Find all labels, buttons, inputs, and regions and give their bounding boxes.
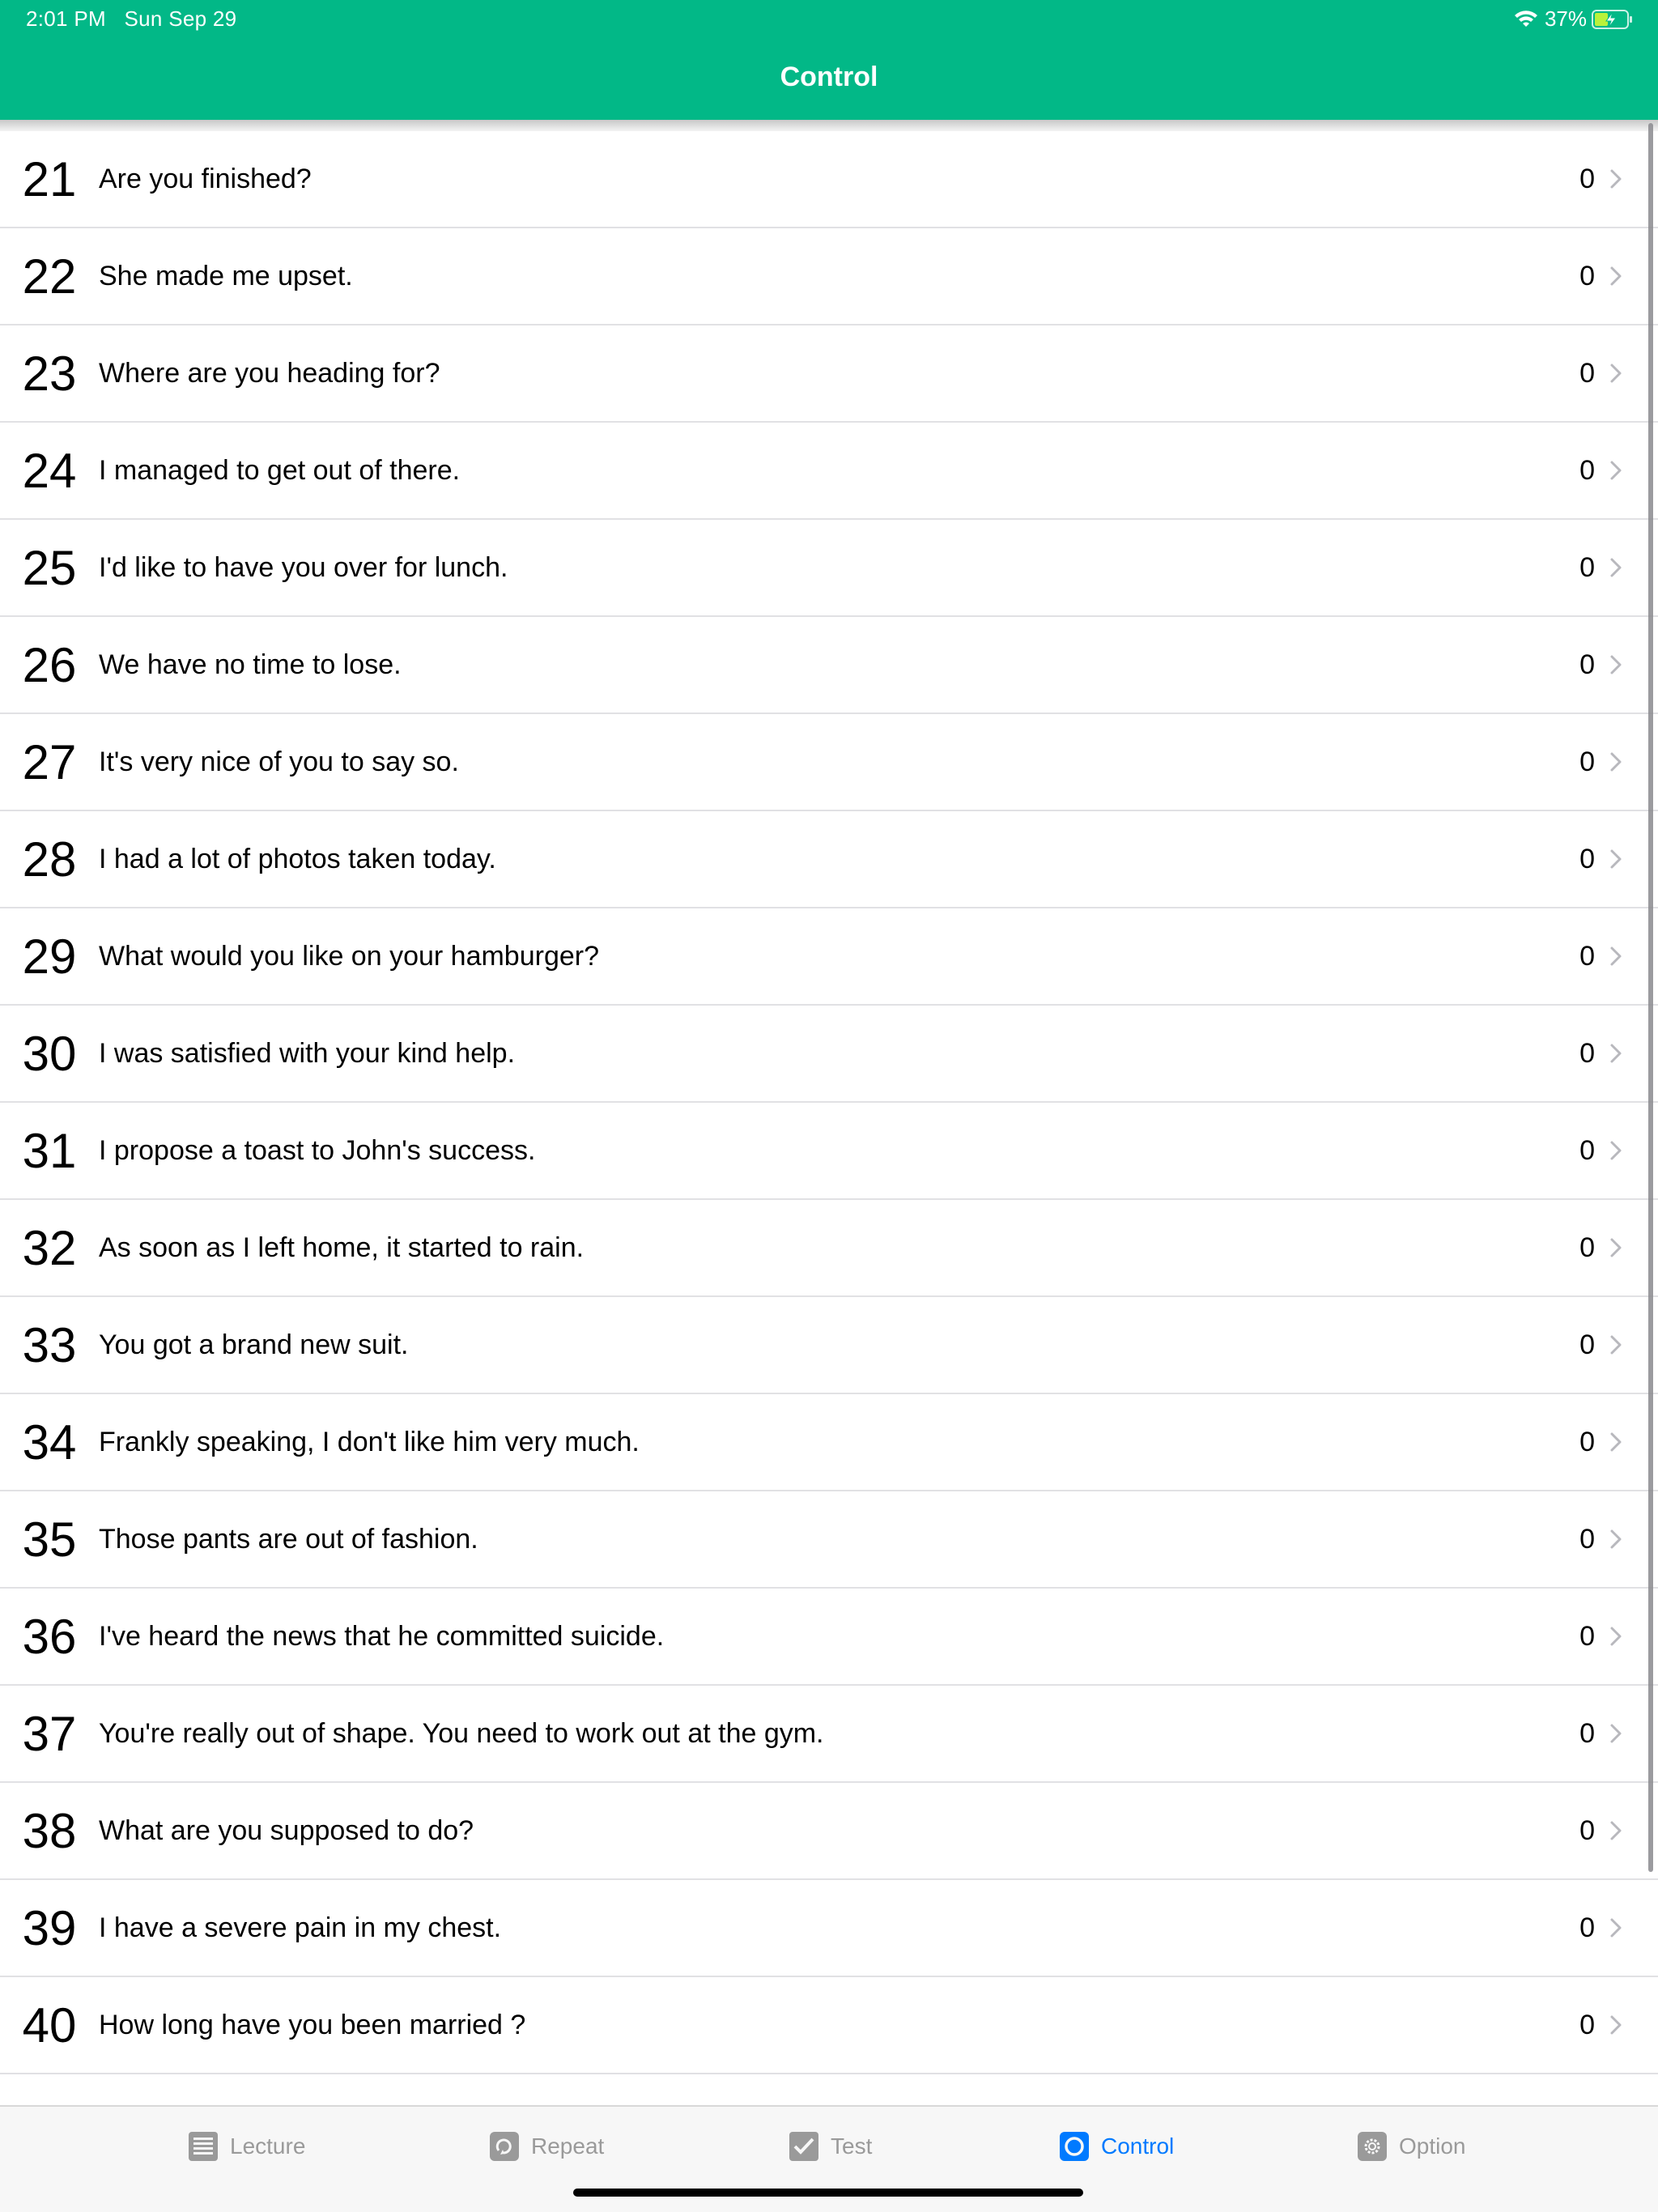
item-number: 39	[22, 1900, 77, 1955]
item-phrase: I propose a toast to John's success.	[99, 1134, 536, 1166]
chevron-right-icon	[1609, 848, 1622, 870]
list-item[interactable]	[0, 131, 1658, 228]
item-count: 0	[1579, 551, 1595, 583]
item-phrase: How long have you been married ?	[99, 2009, 526, 2040]
tab-lecture-label: Lecture	[230, 2133, 306, 2159]
item-number: 25	[22, 540, 77, 595]
tab-test-label: Test	[831, 2133, 873, 2159]
list-item[interactable]	[0, 1297, 1658, 1394]
list-item[interactable]	[0, 908, 1658, 1006]
item-number: 38	[22, 1803, 77, 1858]
page-title: Control	[780, 62, 878, 92]
list-item[interactable]	[0, 228, 1658, 325]
item-number: 24	[22, 443, 77, 498]
gear-icon	[1357, 2131, 1388, 2162]
chevron-right-icon	[1609, 1916, 1622, 1939]
list-item[interactable]	[0, 1200, 1658, 1297]
chevron-right-icon	[1609, 1431, 1622, 1453]
list-item[interactable]	[0, 1103, 1658, 1200]
item-count: 0	[1579, 1717, 1595, 1749]
status-time-date	[26, 6, 236, 32]
item-count: 0	[1579, 1329, 1595, 1360]
item-count: 0	[1579, 260, 1595, 291]
header-shadow	[0, 120, 1658, 131]
checkmark-icon	[789, 2131, 819, 2162]
chevron-right-icon	[1609, 2014, 1622, 2036]
repeat-icon	[489, 2131, 520, 2162]
item-count: 0	[1579, 454, 1595, 486]
chevron-right-icon	[1609, 362, 1622, 385]
item-count: 0	[1579, 2009, 1595, 2040]
item-phrase: I had a lot of photos taken today.	[99, 843, 496, 874]
list-item[interactable]	[0, 520, 1658, 617]
item-count: 0	[1579, 1231, 1595, 1263]
chevron-right-icon	[1609, 1236, 1622, 1259]
item-number: 21	[22, 151, 77, 206]
item-phrase: I was satisfied with your kind help.	[99, 1037, 516, 1069]
list-item[interactable]	[0, 811, 1658, 908]
item-phrase: Those pants are out of fashion.	[99, 1523, 478, 1555]
battery-percentage: 37%	[1544, 6, 1587, 31]
tab-option[interactable]	[1357, 2131, 1466, 2162]
chevron-right-icon	[1609, 1625, 1622, 1648]
chevron-right-icon	[1609, 945, 1622, 968]
item-phrase: Are you finished?	[99, 163, 312, 194]
list-item[interactable]	[0, 1880, 1658, 1977]
tab-test[interactable]	[789, 2131, 872, 2162]
tab-control[interactable]	[1059, 2131, 1174, 2162]
item-count: 0	[1579, 1426, 1595, 1457]
list-item[interactable]	[0, 1006, 1658, 1103]
item-number: 22	[22, 249, 77, 304]
status-indicators	[1514, 6, 1634, 32]
item-phrase: She made me upset.	[99, 260, 353, 291]
list-item[interactable]	[0, 1394, 1658, 1491]
item-phrase: You got a brand new suit.	[99, 1329, 409, 1360]
item-phrase: Frankly speaking, I don't like him very much.	[99, 1426, 640, 1457]
phrase-list[interactable]	[0, 131, 1658, 2074]
item-phrase: It's very nice of you to say so.	[99, 746, 459, 777]
status-time: 2:01 PM	[26, 6, 106, 31]
item-number: 31	[22, 1123, 77, 1178]
chevron-right-icon	[1609, 1528, 1622, 1551]
item-count: 0	[1579, 746, 1595, 777]
item-count: 0	[1579, 163, 1595, 194]
item-phrase: I managed to get out of there.	[99, 454, 461, 486]
item-phrase: Where are you heading for?	[99, 357, 440, 389]
list-icon	[188, 2131, 219, 2162]
chevron-right-icon	[1609, 751, 1622, 773]
chevron-right-icon	[1609, 653, 1622, 676]
item-phrase: What would you like on your hamburger?	[99, 940, 599, 972]
list-item[interactable]	[0, 1686, 1658, 1783]
item-count: 0	[1579, 843, 1595, 874]
item-number: 26	[22, 637, 77, 692]
item-number: 23	[22, 346, 77, 401]
item-count: 0	[1579, 1037, 1595, 1069]
item-phrase: As soon as I left home, it started to rain.	[99, 1231, 585, 1263]
battery-charging-icon	[1592, 9, 1634, 30]
item-number: 27	[22, 734, 77, 789]
item-number: 36	[22, 1609, 77, 1664]
item-phrase: You're really out of shape. You need to work out at the gym.	[99, 1717, 824, 1749]
chevron-right-icon	[1609, 1139, 1622, 1162]
list-item[interactable]	[0, 423, 1658, 520]
item-count: 0	[1579, 1134, 1595, 1166]
item-count: 0	[1579, 1912, 1595, 1943]
chevron-right-icon	[1609, 168, 1622, 190]
tab-option-label: Option	[1399, 2133, 1466, 2159]
item-count: 0	[1579, 1814, 1595, 1846]
tab-lecture[interactable]	[188, 2131, 305, 2162]
navigation-header	[0, 0, 1658, 120]
tab-control-label: Control	[1101, 2133, 1175, 2159]
list-item[interactable]	[0, 1491, 1658, 1589]
chevron-right-icon	[1609, 1042, 1622, 1065]
list-item[interactable]	[0, 617, 1658, 714]
list-item[interactable]	[0, 1783, 1658, 1880]
item-number: 35	[22, 1512, 77, 1567]
item-number: 34	[22, 1414, 77, 1470]
list-item[interactable]	[0, 714, 1658, 811]
list-item[interactable]	[0, 1589, 1658, 1686]
chevron-right-icon	[1609, 1819, 1622, 1842]
item-number: 37	[22, 1706, 77, 1761]
item-number: 32	[22, 1220, 77, 1275]
item-phrase: I've heard the news that he committed suicide.	[99, 1620, 665, 1652]
item-number: 30	[22, 1026, 77, 1081]
item-phrase: I'd like to have you over for lunch.	[99, 551, 508, 583]
chevron-right-icon	[1609, 1722, 1622, 1745]
chevron-right-icon	[1609, 459, 1622, 482]
wifi-icon	[1514, 11, 1538, 28]
chevron-right-icon	[1609, 265, 1622, 287]
item-count: 0	[1579, 1523, 1595, 1555]
list-item[interactable]	[0, 1977, 1658, 2074]
home-indicator	[573, 2189, 1083, 2197]
item-number: 28	[22, 832, 77, 887]
item-number: 33	[22, 1317, 77, 1372]
item-count: 0	[1579, 940, 1595, 972]
item-count: 0	[1579, 649, 1595, 680]
tab-repeat-label: Repeat	[531, 2133, 605, 2159]
chevron-right-icon	[1609, 556, 1622, 579]
item-phrase: What are you supposed to do?	[99, 1814, 474, 1846]
scrollbar[interactable]	[1648, 123, 1653, 1872]
item-phrase: I have a severe pain in my chest.	[99, 1912, 502, 1943]
chevron-right-icon	[1609, 1334, 1622, 1356]
item-number: 40	[22, 1997, 77, 2052]
item-count: 0	[1579, 357, 1595, 389]
list-item[interactable]	[0, 325, 1658, 423]
item-phrase: We have no time to lose.	[99, 649, 402, 680]
circle-icon	[1059, 2131, 1090, 2162]
status-date: Sun Sep 29	[124, 6, 237, 31]
item-count: 0	[1579, 1620, 1595, 1652]
item-number: 29	[22, 929, 77, 984]
tab-repeat[interactable]	[489, 2131, 604, 2162]
